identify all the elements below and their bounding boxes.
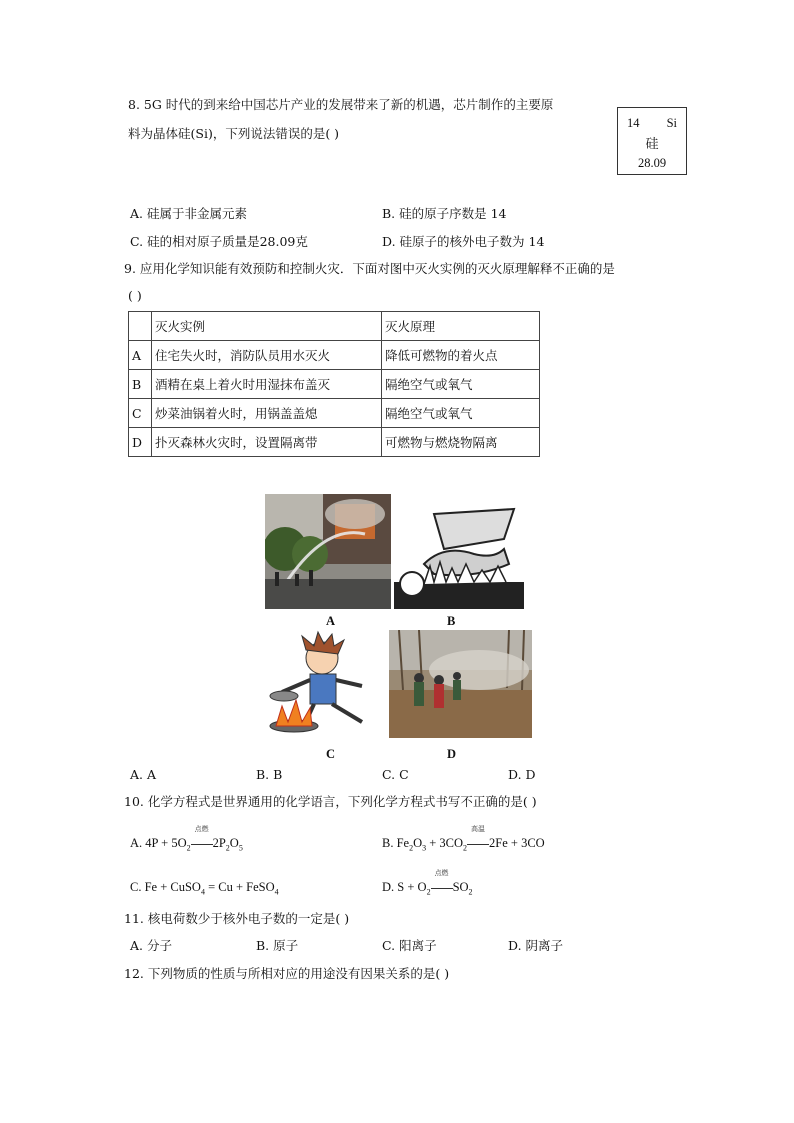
q8-option-d: D. 硅原子的核外电子数为 14 — [382, 234, 545, 249]
fire-photo-b — [394, 504, 524, 609]
q11-option-c: C. 阳离子 — [382, 938, 437, 953]
table-cell: 隔绝空气或氧气 — [382, 370, 540, 399]
q8-option-a: A. 硅属于非金属元素 — [130, 206, 247, 221]
q10-option-a: A. $4P + 5O_2$ 点燃 $2P_2O_5$ — [130, 834, 243, 858]
equation-text: 2P — [212, 836, 226, 850]
table-row — [129, 428, 540, 457]
element-symbol: Si — [666, 116, 677, 130]
table-row — [129, 399, 540, 428]
table-cell: 隔绝空气或氧气 — [382, 399, 540, 428]
table-cell: 可燃物与燃烧物隔离 — [382, 428, 540, 457]
table-cell: 灭火原理 — [382, 312, 540, 341]
q11-option-b: B. 原子 — [256, 938, 299, 953]
q9-option-b: B. B — [256, 767, 283, 782]
equation-text: 2Fe + 3CO — [489, 836, 545, 850]
fire-photo-a — [265, 494, 391, 609]
q8-stem-line1: 8. 5G 时代的到来给中国芯片产业的发展带来了新的机遇，芯片制作的主要原 — [128, 97, 554, 112]
condition-label: 点燃 — [434, 869, 449, 877]
table-cell: 降低可燃物的着火点 — [382, 341, 540, 370]
table-cell: B — [129, 370, 152, 399]
table-cell: 酒精在桌上着火时用湿抹布盖灭 — [152, 370, 382, 399]
q9-option-a: A. A — [130, 767, 157, 782]
table-cell: 扑灭森林火灾时，设置隔离带 — [152, 428, 382, 457]
q11-option-d: D. 阴离子 — [508, 938, 564, 953]
table-cell: D — [129, 428, 152, 457]
equation-text: B. Fe — [382, 836, 410, 850]
q9-stem-line2: ( ) — [128, 288, 142, 303]
table-cell: A — [129, 341, 152, 370]
condition-label: 点燃 — [194, 825, 209, 833]
q10-option-b: B. $Fe_2O_3 + 3CO_2$ 高温 2Fe + 3CO — [382, 834, 545, 858]
table-cell: 炒菜油锅着火时，用锅盖盖熄 — [152, 399, 382, 428]
q8-option-b: B. 硅的原子序数是 14 — [382, 206, 507, 221]
equation-text: C. Fe + CuSO — [130, 880, 201, 894]
silicon-element-card — [617, 107, 687, 175]
table-row — [129, 370, 540, 399]
q11-stem: 11. 核电荷数少于核外电子数的一定是( ) — [124, 911, 350, 926]
fire-photo-d — [389, 630, 532, 738]
equation-text: = Cu + FeSO — [204, 880, 275, 894]
q10-option-d: D. $S + O_2$ 点燃 $SO_2$ — [382, 878, 473, 902]
figure-label-b: B — [447, 614, 456, 628]
q10-option-c: C. Fe + CuSO$_4$ = Cu + FeSO$_4$ — [130, 880, 279, 897]
q11-option-a: A. 分子 — [130, 938, 172, 953]
equation-text: O — [413, 836, 423, 850]
table-cell: 灭火实例 — [152, 312, 382, 341]
condition-label: 高温 — [471, 825, 486, 833]
table-row — [129, 341, 540, 370]
element-name: 硅 — [645, 136, 659, 151]
q9-stem-line1: 9. 应用化学知识能有效预防和控制火灾．下面对图中灭火实例的灭火原理解释不正确的是 — [124, 261, 615, 276]
element-mass: 28.09 — [637, 156, 667, 170]
equation-text: D. S + O — [382, 880, 427, 894]
equation-text: SO — [452, 880, 469, 894]
reaction-condition — [431, 869, 453, 896]
table-cell: 住宅失火时，消防队员用水灭火 — [152, 341, 382, 370]
figure-label-d: D — [447, 747, 457, 761]
table-cell — [129, 312, 152, 341]
reaction-condition — [467, 825, 489, 852]
table-cell: C — [129, 399, 152, 428]
figure-label-a: A — [326, 614, 336, 628]
figure-label-c: C — [326, 747, 336, 761]
q9-option-c: C. C — [382, 767, 409, 782]
table-header-row — [129, 312, 540, 341]
equation-text: + 3CO — [426, 836, 464, 850]
q12-stem: 12. 下列物质的性质与所相对应的用途没有因果关系的是( ) — [124, 966, 450, 981]
q10-stem: 10. 化学方程式是世界通用的化学语言，下列化学方程式书写不正确的是( ) — [124, 794, 537, 809]
fire-extinguish-table — [128, 311, 540, 457]
fire-cartoon-c — [262, 630, 387, 742]
element-number: 14 — [627, 116, 640, 130]
q8-stem-line2: 料为晶体硅(Si)，下列说法错误的是( ) — [128, 126, 340, 141]
reaction-condition — [191, 825, 213, 852]
equation-text: A. 4P + 5O — [130, 836, 187, 850]
q8-option-c: C. 硅的相对原子质量是28.09克 — [130, 234, 308, 249]
q9-option-d: D. D — [508, 767, 536, 782]
